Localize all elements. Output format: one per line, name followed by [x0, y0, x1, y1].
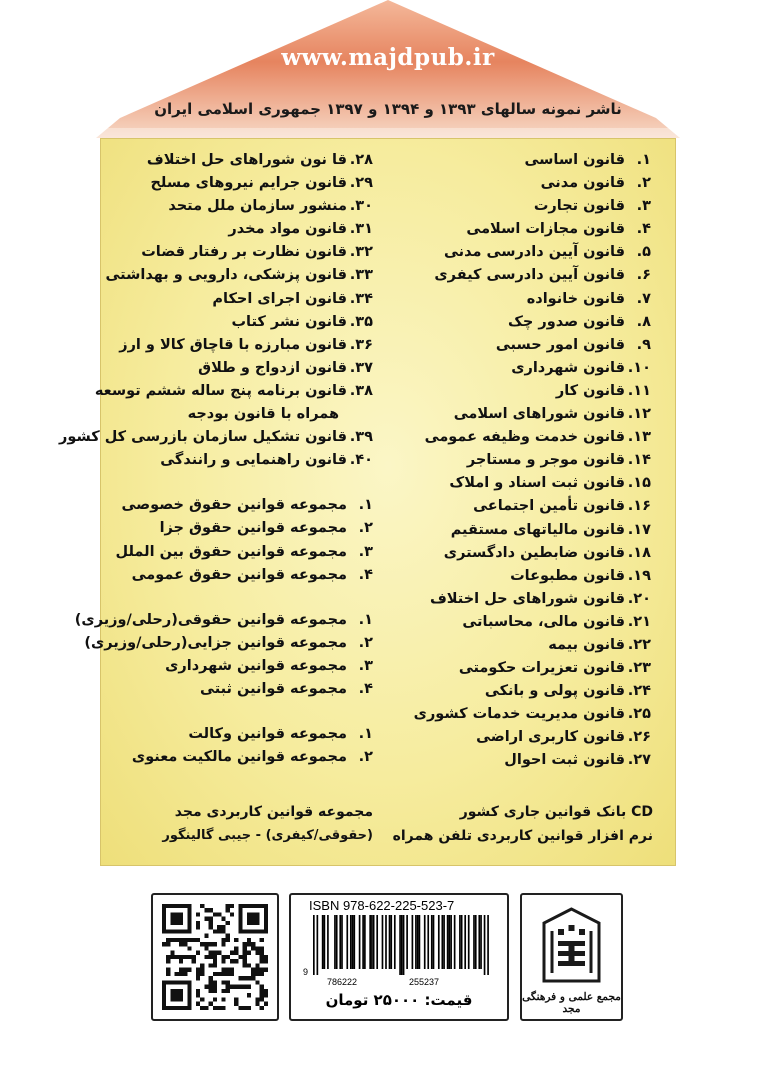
item-title: مجموعه قوانین حقوقی(رحلی/وزیری) [74, 611, 347, 628]
law-list-item [391, 218, 651, 241]
item-title: مجموعه قوانین شهرداری [165, 657, 347, 674]
item-title: قانون ازدواج و طلاق [198, 359, 347, 376]
item-number: ۱۷. [627, 521, 651, 538]
item-title: قانون تعزیرات حکومتی [458, 660, 625, 677]
item-number: ۹. [636, 336, 651, 353]
item-number: ۳۰. [349, 198, 373, 215]
law-list-item [391, 726, 651, 749]
item-number: ۳۵. [349, 313, 373, 330]
item-number: ۲. [358, 749, 373, 766]
book-list-panel [59, 138, 676, 866]
header-roof [0, 0, 776, 140]
law-list-item [391, 472, 651, 495]
collection-list-item [103, 655, 373, 678]
item-number: ۱۳. [627, 429, 651, 446]
item-number: ۲۴. [627, 683, 651, 700]
item-number: ۴۰. [349, 452, 373, 469]
collection-list-item [103, 746, 373, 769]
mobile-app-line: نرم افزار قوانین کاربردی تلفن همراه [392, 828, 653, 844]
item-number: ۲. [358, 520, 373, 537]
item-title: قانون کاربری اراضی [476, 729, 625, 746]
law-list-item [391, 542, 651, 565]
law-list-item [391, 288, 651, 311]
item-title: قانون ضابطین دادگستری [443, 544, 625, 561]
item-number: ۲۳. [627, 660, 651, 677]
website-url: www.majdpub.ir [281, 44, 495, 71]
item-title: قانون برنامه پنج ساله ششم توسعه [94, 382, 347, 399]
item-number: ۷. [636, 290, 651, 307]
law-list-item [103, 172, 373, 195]
item-title: قانون آیین دادرسی مدنی [444, 244, 625, 261]
law-list-item [391, 149, 651, 172]
law-list-item [391, 588, 651, 611]
law-list-item [103, 311, 373, 334]
collection-list-item [103, 723, 373, 746]
item-number: ۳۲. [349, 244, 373, 261]
item-number: ۱۵. [627, 475, 651, 492]
item-title: قانون راهنمایی و رانندگی [160, 452, 347, 469]
law-list-item [103, 449, 373, 472]
item-title: قانون بیمه [548, 636, 625, 653]
item-title: قانون موجر و مستاجر [466, 452, 625, 469]
item-title: مجموعه قوانین حقوق عمومی [131, 566, 347, 583]
publisher-name: مجمع علمی و فرهنگی مجد [522, 991, 621, 1015]
item-number: ۴. [358, 680, 373, 697]
law-list-item [391, 680, 651, 703]
publisher-logo-box [520, 893, 623, 1021]
item-title: قانون اجرای احکام [212, 290, 347, 307]
law-list-item [391, 519, 651, 542]
item-number: ۲. [636, 175, 651, 192]
item-title: قانون نشر کتاب [231, 313, 347, 330]
item-number: ۲۲. [627, 636, 651, 653]
qr-code-box [151, 893, 279, 1021]
law-list-item [103, 334, 373, 357]
item-title: قانون اساسی [524, 152, 625, 168]
item-title: قانون مطبوعات [510, 567, 625, 584]
item-number: ۱۶. [627, 498, 651, 515]
law-list-item [391, 403, 651, 426]
item-number: ۱. [636, 152, 651, 168]
item-title: قانون پزشکی، دارویی و بهداشتی [105, 267, 347, 284]
pocket-collection [103, 800, 373, 848]
item-number: ۱. [358, 611, 373, 628]
item-title: قا نون شوراهای حل اختلاف [146, 152, 347, 168]
item-title: قانون صدور چک [508, 313, 625, 330]
item-title: مجموعه قوانین مالکیت معنوی [131, 749, 347, 766]
item-title: قانون مدیریت خدمات کشوری [413, 706, 625, 723]
item-title: قانون خدمت وظیفه عمومی [424, 429, 625, 446]
item-number: ۱۹. [627, 567, 651, 584]
isbn-label: ISBN 978-622-225-523-7 [309, 898, 455, 913]
item-number: ۳۷. [349, 359, 373, 376]
law-list-item [59, 426, 373, 449]
laws-list-right [391, 149, 651, 773]
item-number: ۳. [636, 198, 651, 215]
item-title: منشور سازمان ملل متحد [168, 198, 347, 215]
item-number: ۳۱. [349, 221, 373, 238]
item-number: ۳. [358, 543, 373, 560]
cd-product-line: CD بانک قوانین جاری کشور [459, 804, 653, 820]
publisher-award-line: ناشر نمونه سالهای ۱۳۹۳ و ۱۳۹۴ و ۱۳۹۷ جمهوری اسلامی ایران [154, 100, 622, 118]
law-list-item [103, 149, 373, 172]
law-list-item [391, 426, 651, 449]
item-number: ۲۹. [349, 175, 373, 192]
item-title: قانون مدنی [540, 175, 625, 192]
item-number: ۱۸. [627, 544, 651, 561]
item-title: قانون کار [555, 382, 625, 399]
law-list-item [103, 264, 373, 287]
item-title: قانون شهرداری [511, 359, 625, 376]
pocket-collection-title: مجموعه قوانین کاربردی مجد [174, 804, 373, 820]
item-title: مجموعه قوانین ثبتی [200, 680, 347, 697]
qr-code-icon [162, 904, 268, 1010]
law-list-item [391, 657, 651, 680]
item-title: قانون مالی، محاسباتی [462, 613, 625, 630]
law-list-item [103, 195, 373, 218]
law-list-item [391, 611, 651, 634]
pocket-collection-subtitle: (حقوقی/کیفری) - جیبی گالینگور [162, 828, 373, 843]
item-title-continuation: همراه با قانون بودجه [187, 406, 339, 423]
item-number: ۴. [636, 221, 651, 238]
item-number: ۱۲. [627, 406, 651, 423]
law-list-item [391, 565, 651, 588]
collection-list-item [103, 541, 373, 564]
item-number: ۲۶. [627, 729, 651, 746]
item-title: قانون مواد مخدر [228, 221, 347, 238]
item-number: ۸. [636, 313, 651, 330]
item-number: ۲۷. [627, 752, 651, 769]
law-list-item [391, 311, 651, 334]
section-gap [103, 701, 373, 723]
item-number: ۱. [358, 726, 373, 743]
item-number: ۱۰. [627, 359, 651, 376]
item-number: ۳. [358, 657, 373, 674]
collection-list-item [103, 678, 373, 701]
law-list-item [391, 264, 651, 287]
item-title: قانون مبارزه با قاچاق کالا و ارز [119, 336, 347, 353]
item-title: قانون ثبت اسناد و املاک [449, 475, 625, 492]
law-list-item [391, 195, 651, 218]
item-number: ۲۱. [627, 613, 651, 630]
book-emblem-icon [536, 903, 607, 989]
item-number: ۳۹. [349, 429, 373, 446]
item-title: قانون تشکیل سازمان بازرسی کل کشور [59, 429, 347, 446]
item-number: ۳۴. [349, 290, 373, 307]
item-number: ۲۸. [349, 152, 373, 168]
item-number: ۲۰. [627, 590, 651, 607]
item-title: قانون جرایم نیروهای مسلح [150, 175, 347, 192]
barcode-digits-group1: 786222 [327, 977, 358, 987]
item-title: مجموعه قوانین وکالت [188, 726, 347, 743]
item-number: ۳۳. [349, 267, 373, 284]
collection-list-item [103, 494, 373, 517]
item-number: ۵. [636, 244, 651, 261]
barcode-lead-digit: 9 [303, 967, 309, 977]
item-title: مجموعه قوانین حقوق خصوصی [121, 497, 347, 514]
law-list-item [391, 380, 651, 403]
item-number: ۲۵. [627, 706, 651, 723]
law-list-item [391, 172, 651, 195]
item-title: قانون آیین دادرسی کیفری [434, 267, 625, 284]
law-list-item [391, 449, 651, 472]
law-list-item [103, 241, 373, 264]
section-gap [103, 587, 373, 609]
collection-list-item [103, 564, 373, 587]
item-title: قانون امور حسبی [495, 336, 625, 353]
item-number: ۱. [358, 497, 373, 514]
item-title: قانون خانواده [526, 290, 625, 307]
item-number: ۳۸. [349, 382, 373, 399]
item-title: قانون پولی و بانکی [484, 683, 625, 700]
section-gap [103, 472, 373, 494]
law-list-item [391, 634, 651, 657]
item-title: قانون تأمین اجتماعی [473, 498, 625, 515]
item-title: قانون ثبت احوال [504, 752, 625, 769]
item-number: ۳۶. [349, 336, 373, 353]
item-title: قانون تجارت [533, 198, 625, 215]
collection-list-item [84, 632, 373, 655]
law-list-item [391, 703, 651, 726]
laws-list-left [59, 149, 373, 769]
item-title: قانون شوراهای حل اختلاف [429, 590, 625, 607]
item-title: قانون مالیاتهای مستقیم [450, 521, 625, 538]
item-number: ۶. [636, 267, 651, 284]
item-title: قانون شوراهای اسلامی [453, 406, 625, 423]
collection-list-item [74, 609, 373, 632]
item-number: ۴. [358, 566, 373, 583]
law-list-item [391, 334, 651, 357]
price-label: قیمت: ۲۵۰۰۰ تومان [325, 991, 473, 1009]
law-list-item [103, 357, 373, 380]
law-list-item [391, 749, 651, 772]
item-title: قانون نظارت بر رفتار قضات [141, 244, 347, 261]
item-title: مجموعه قوانین جزایی(رحلی/وزیری) [84, 634, 347, 651]
law-list-item [391, 357, 651, 380]
item-number: ۲. [358, 634, 373, 651]
law-list-item [391, 495, 651, 518]
isbn-box [289, 893, 509, 1021]
item-title: مجموعه قوانین حقوق بین الملل [115, 543, 347, 560]
item-number: ۱۱. [627, 382, 651, 399]
collection-list-item [103, 517, 373, 540]
item-title: مجموعه قوانین حقوق جزا [159, 520, 347, 537]
digital-products [353, 800, 653, 848]
law-list-item [103, 288, 373, 311]
item-number: ۱۴. [627, 452, 651, 469]
item-title: قانون مجازات اسلامی [466, 221, 625, 238]
law-list-item [94, 380, 373, 403]
barcode-icon [313, 915, 489, 975]
barcode-digits-group2: 255237 [409, 977, 440, 987]
law-list-item [391, 241, 651, 264]
law-list-item [103, 218, 373, 241]
